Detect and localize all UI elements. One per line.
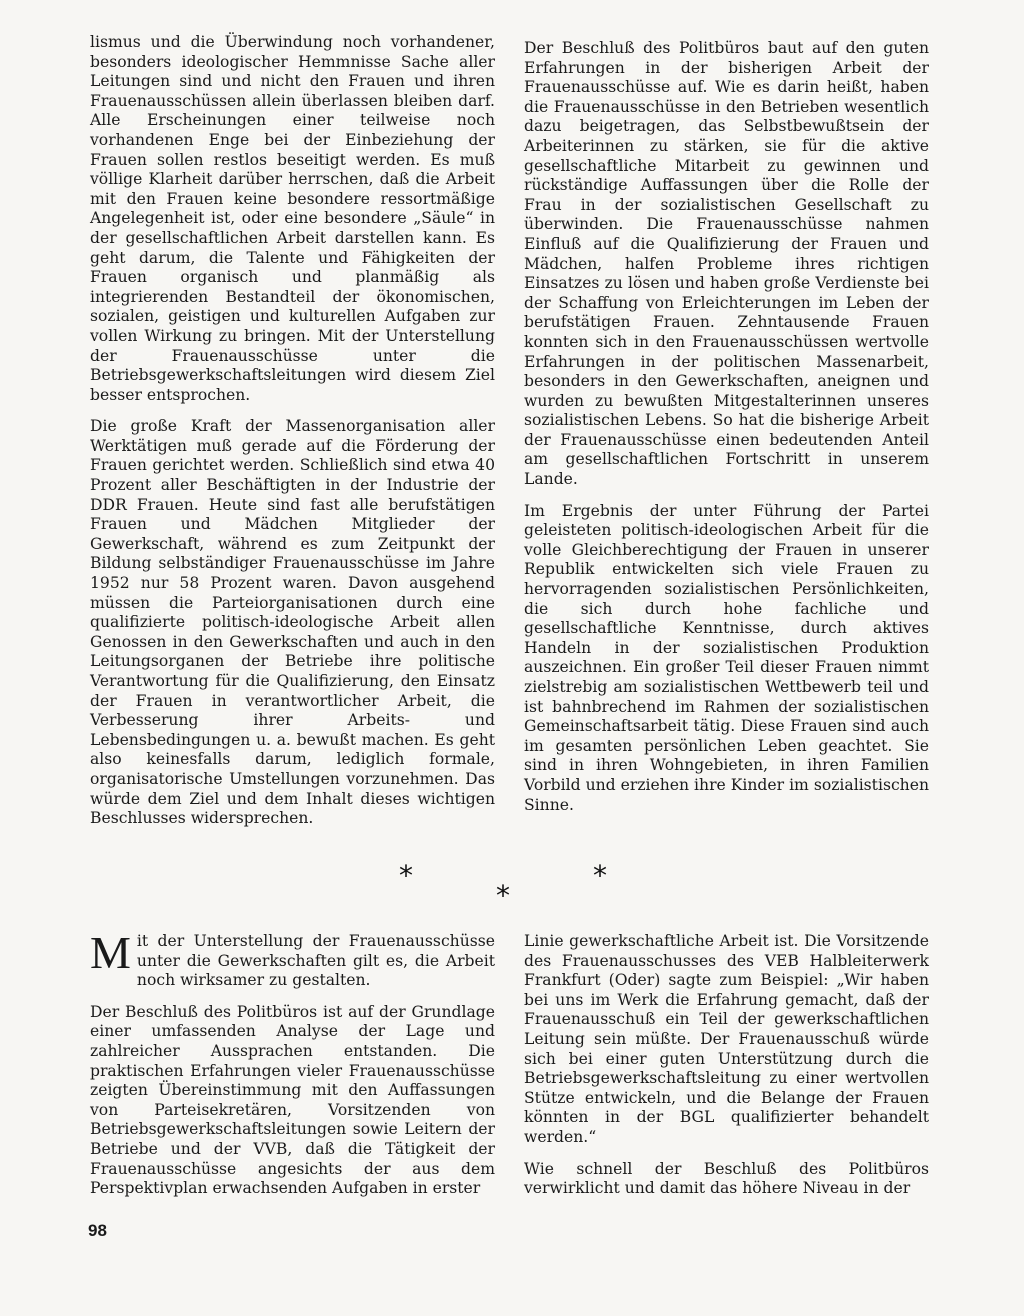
drop-cap: M	[90, 927, 131, 978]
page-number: 98	[88, 1221, 107, 1240]
asterisk-separator-icon: *	[593, 859, 607, 892]
paragraph: Die große Kraft der Massenorganisation aller Werktätigen muß gerade auf die Förderung der Frauen gerichtet werden. Schließlich sind etwa 40 Prozent aller Beschäftigten in der Industrie der DDR Frauen. Heute sind fast alle berufstätigen Frauen und Mädchen Mitglieder der Gewerkschaft, während es zum Zeitpunkt der Bildung selbständiger Frauenausschüsse im Jahre 1952 nur 58 Prozent waren. Davon ausgehend müssen die Parteiorganisationen durch eine qualifizierte politisch-ideologische Arbeit allen Genossen in den Gewerkschaften und auch in den Leitungsorganen der Betriebe ihre politische Verantwortung für die Qualifizierung, den Einsatz der Frauen in verantwortlicher Arbeit, die Verbesserung ihrer Arbeits- und Lebensbedingungen u. a. bewußt machen. Es geht also keinesfalls darum, lediglich formale, organisatorische Umstellungen vorzunehmen. Das würde dem Ziel und dem Inhalt dieses wichtigen Beschlusses widersprechen.	[90, 417, 495, 828]
top-left-column	[90, 33, 495, 829]
intro-text: it der Unterstellung der Frauenausschüsse unter die Gewerkschaften gilt es, die Arbeit noch wirksamer zu gestalten.	[136, 932, 495, 990]
paragraph: lismus und die Überwindung noch vorhandener, besonders ideologischer Hemmnisse Sache aller Leitungen sind und nicht den Frauen und ihren Frauenausschüssen allein überlassen bleiben darf. Alle Erscheinungen einer teilweise noch vorhandenen Enge bei der Einbeziehung der Frauen sollen restlos beseitigt werden. Es muß völlige Klarheit darüber herrschen, daß die Arbeit mit den Frauen keine besondere ressortmäßige Angelegenheit ist, oder eine besondere „Säule“ in der gesellschaftlichen Arbeit darstellen kann. Es geht darum, die Talente und Fähigkeiten der Frauen organisch und planmäßig als integrierenden Bestandteil der ökonomischen, sozialen, geistigen und kulturellen Aufgaben zur vollen Wirkung zu bringen. Mit der Unterstellung der Frauenausschüsse unter die Betriebsgewerkschaftsleitungen wird diesem Ziel besser entsprochen.	[90, 33, 495, 404]
asterisk-separator-icon: *	[496, 879, 510, 912]
paragraph: Der Beschluß des Politbüros baut auf den guten Erfahrungen in der bisherigen Arbeit der Frauenausschüsse auf. Wie es darin heißt, haben die Frauenausschüsse in den Betrieben wesentlich dazu beigetragen, das Selbstbewußtsein der Arbeiterinnen zu stärken, sie für die aktive gesellschaftliche Mitarbeit zu gewinnen und rückständige Auffassungen über die Rolle der Frau in der sozialistischen Gesellschaft zu überwinden. Die Frauenausschüsse nahmen Einfluß auf die Qualifizierung der Frauen und Mädchen, halfen Probleme ihres richtigen Einsatzes zu lösen und haben große Verdienste bei der Schaffung von Erleichterungen im Leben der berufstätigen Frauen. Zehntausende Frauen konnten sich in den Frauenausschüssen wertvolle Erfahrungen in der politischen Massenarbeit, besonders in den Gewerkschaften, aneignen und wurden zu bewußten Mitgestalterinnen unseres sozialistischen Lebens. So hat die bisherige Arbeit der Frauenausschüsse einen bedeutenden Anteil am gesellschaftlichen Fortschritt in unserem Lande.	[524, 39, 929, 489]
asterisk-separator-icon: *	[399, 859, 413, 892]
top-right-column	[524, 39, 929, 815]
paragraph: Im Ergebnis der unter Führung der Partei geleisteten politisch-ideologischen Arbeit für die volle Gleichberechtigung der Frauen in unserer Republik entwickelten sich viele Frauen zu hervorragenden sozialistischen Persönlichkeiten, die sich durch hohe fachliche und gesellschaftliche Kenntnisse, durch aktives Handeln in der sozialistischen Produktion auszeichnen. Ein großer Teil dieser Frauen nimmt zielstrebig am sozialistischen Wettbewerb teil und ist bahnbrechend im Rahmen der sozialistischen Gemeinschaftsarbeit tätig. Diese Frauen sind auch im gesamten persönlichen Leben geachtet. Sie sind in ihren Wohngebieten, in ihren Familien Vorbild und erziehen ihre Kinder im sozialistischen Sinne.	[524, 501, 929, 814]
paragraph: Wie schnell der Beschluß des Politbüros verwirklicht und damit das höhere Niveau in der	[524, 1159, 929, 1198]
section-intro-paragraph	[90, 927, 495, 991]
bottom-left-column	[90, 927, 495, 1199]
paragraph: Linie gewerkschaftliche Arbeit ist. Die Vorsitzende des Frauenausschusses des VEB Halbleiterwerk Frankfurt (Oder) sagte zum Beispiel: „Wir haben bei uns im Werk die Erfahrung gemacht, daß der Frauenausschuß ein Teil der gewerkschaftlichen Leitung sein müßte. Der Frauenausschuß würde sich bei einer guten Unterstützung durch die Betriebsgewerkschaftsleitung zu einer wertvollen Stütze entwickeln, und die Belange der Frauen könnten in der BGL qualifizierter behandelt werden.“	[524, 932, 929, 1146]
paragraph: Der Beschluß des Politbüros ist auf der Grundlage einer umfassenden Analyse der Lage und zahlreicher Aussprachen entstanden. Die praktischen Erfahrungen vieler Frauenausschüsse zeigten Übereinstimmung mit den Auffassungen von Parteisekretären, Vorsitzenden von Betriebsgewerkschaftsleitungen sowie Leitern der Betriebe und der VVB, daß die Tätigkeit der Frauenausschüsse angesichts der aus dem Perspektivplan erwachsenden Aufgaben in erster	[90, 1002, 495, 1198]
bottom-right-column	[524, 932, 929, 1199]
